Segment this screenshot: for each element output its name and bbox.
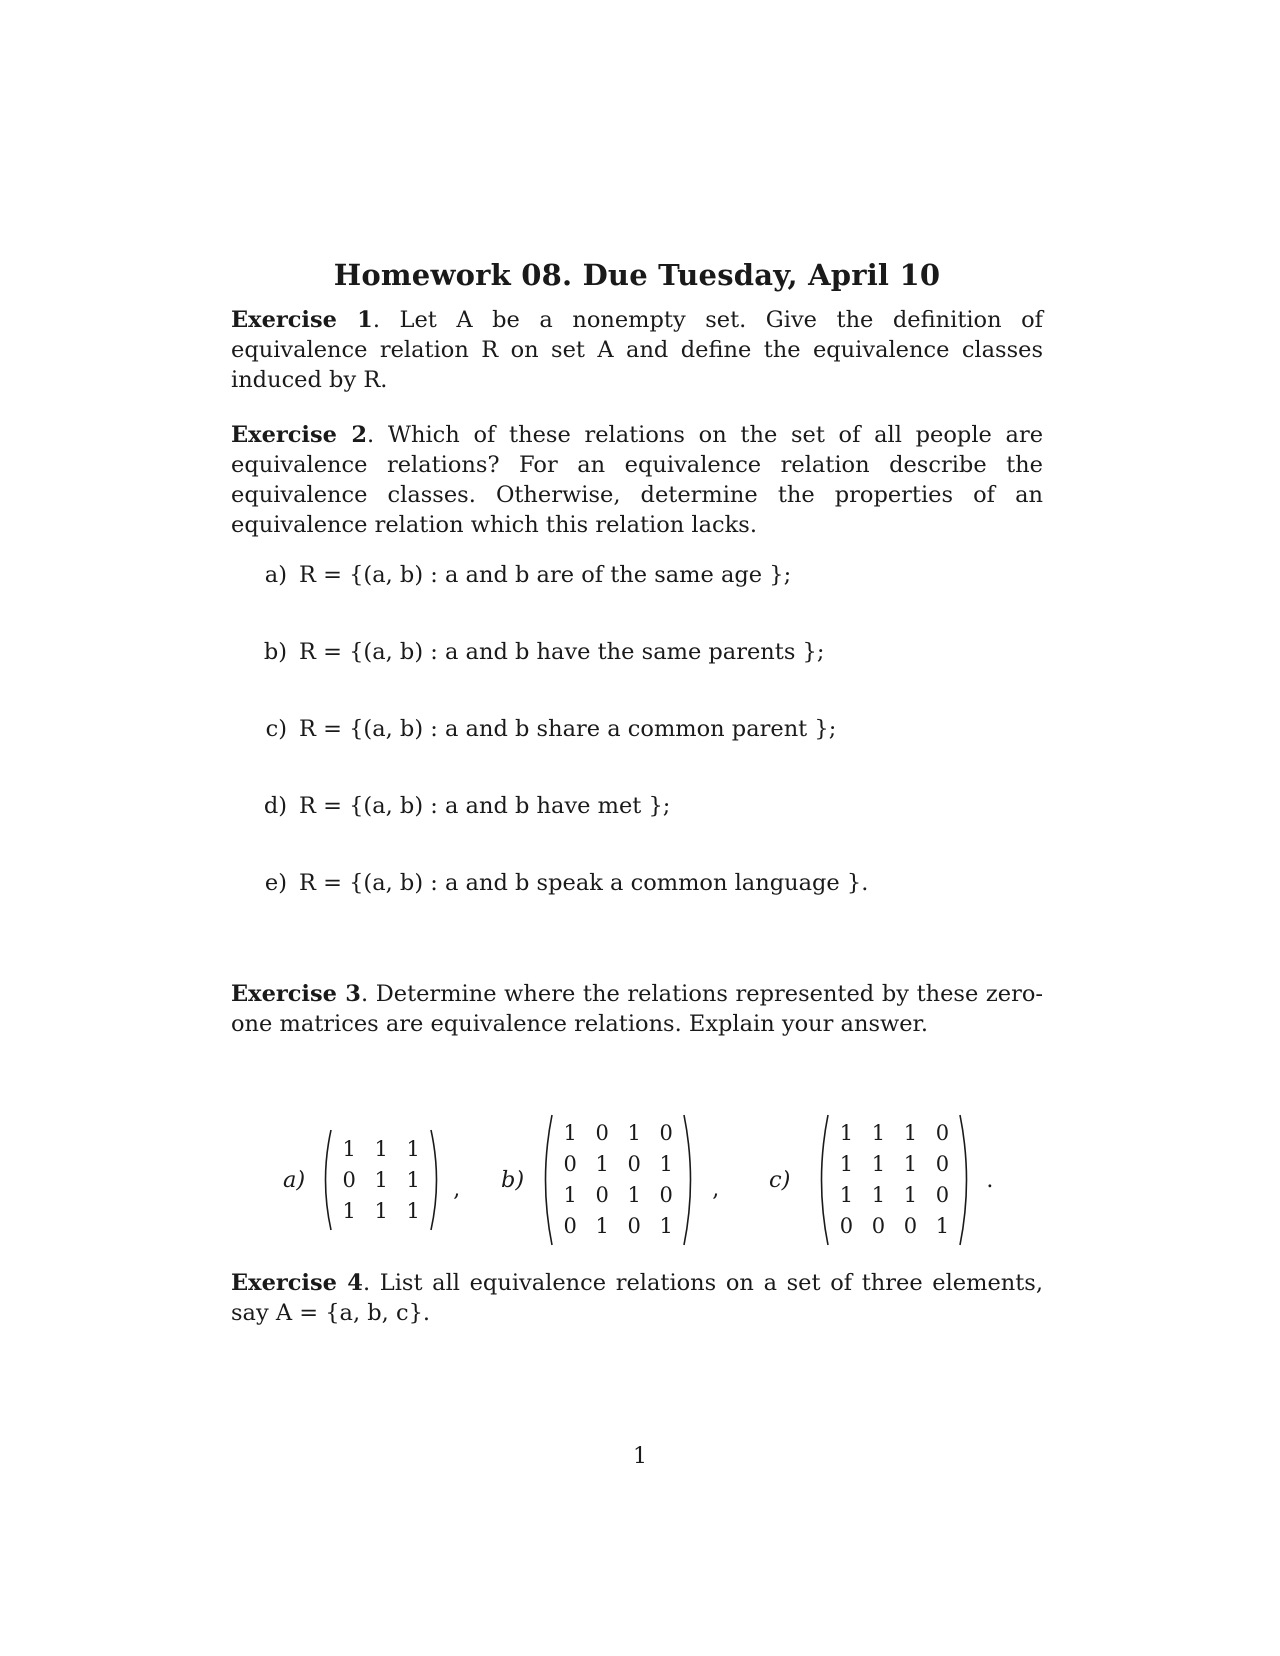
right-paren [682,1113,698,1247]
matrix-cell: 0 [903,1214,918,1238]
exercise-1-label: Exercise 1 [231,307,373,333]
item-text: R = {(a, b) : a and b share a common parent }; [299,716,837,742]
matrix-cell: 0 [935,1121,950,1145]
matrix-cell: 0 [659,1183,673,1207]
exercise-2-item-d [257,791,670,821]
matrix-cell: 1 [627,1183,641,1207]
matrix-cell: 0 [595,1121,609,1145]
exercise-2-item-c [257,714,836,744]
matrix-cell: 1 [374,1167,388,1192]
matrix-cell: 1 [839,1121,854,1145]
matrix-cell: 1 [903,1183,918,1207]
matrix-label: b) [501,1167,525,1193]
matrix-cell: 1 [659,1214,673,1238]
matrix-separator: , [712,1176,720,1202]
right-paren [429,1128,443,1232]
matrix-cell: 1 [935,1214,950,1238]
exercise-3-text: . Determine where the relations represented by these zero-one matrices are equivalence relations. Explain your answer. [231,981,1043,1037]
exercise-4-label: Exercise 4 [231,1270,363,1296]
matrix-cell: 1 [595,1214,609,1238]
matrix-cell: 1 [342,1198,356,1223]
matrix-cell: 0 [563,1152,577,1176]
left-paren [538,1113,554,1247]
exercise-2-text: . Which of these relations on the set of all people are equivalence relations? For an equivalence relation describe the equivalence classes. Otherwise, determine the properties of an equivalence relation which this relation lacks. [231,422,1044,538]
matrix-cell: 1 [903,1152,918,1176]
matrix-cell: 0 [935,1183,950,1207]
exercise-1 [231,305,1043,395]
exercise-2-item-a [257,560,791,590]
exercise-2-item-e [257,868,868,898]
matrix-cell: 0 [839,1214,854,1238]
item-label: e) [264,870,287,896]
matrix-cell: 1 [406,1198,420,1223]
matrix-cell: 0 [627,1214,641,1238]
matrix-grid [333,1134,429,1227]
matrix-cell: 1 [839,1183,854,1207]
matrix-cell: 1 [627,1121,641,1145]
matrix-grid [830,1118,958,1242]
matrix-cell: 0 [627,1152,641,1176]
item-text: R = {(a, b) : a and b have the same parents }; [299,639,825,665]
matrix-cell: 0 [563,1214,577,1238]
exercise-1-text: . Let A be a nonempty set. Give the definition of equivalence relation R on set A and define the equivalence classes induced by R. [231,307,1044,393]
matrix-label: a) [283,1167,306,1193]
page-number: 1 [633,1444,647,1469]
matrix-cell: 0 [659,1121,673,1145]
right-paren [958,1113,974,1247]
matrix-cell: 1 [406,1136,420,1161]
matrix-cell: 0 [342,1167,356,1192]
matrix-cell: 0 [935,1152,950,1176]
item-label: a) [264,562,287,588]
matrix-grid [554,1118,682,1242]
exercise-3-matrices [283,1110,1023,1250]
item-label: c) [265,716,287,742]
matrix-cell: 1 [374,1198,388,1223]
matrix-label: c) [769,1167,791,1193]
item-label: b) [263,639,287,665]
matrix-cell: 1 [871,1121,886,1145]
left-paren [814,1113,830,1247]
matrix-cell: 1 [342,1136,356,1161]
matrix-b [501,1110,719,1250]
exercise-3 [231,979,1043,1039]
item-label: d) [263,793,287,819]
left-paren [319,1128,333,1232]
matrix-separator: . [986,1167,994,1193]
matrix-cell: 1 [871,1152,886,1176]
matrix-cell: 1 [659,1152,673,1176]
exercise-2-label: Exercise 2 [231,422,368,448]
matrix-cell: 1 [871,1183,886,1207]
matrix-cell: 1 [903,1121,918,1145]
exercise-2-item-b [257,637,824,667]
matrix-cell: 0 [595,1183,609,1207]
exercise-2 [231,420,1043,540]
item-text: R = {(a, b) : a and b are of the same age }; [299,562,792,588]
matrix-separator: , [453,1176,461,1202]
matrix-cell: 1 [406,1167,420,1192]
exercise-4 [231,1268,1043,1328]
matrix-cell: 1 [374,1136,388,1161]
matrix-a [283,1110,460,1250]
matrix-cell: 0 [871,1214,886,1238]
matrix-cell: 1 [839,1152,854,1176]
matrix-cell: 1 [595,1152,609,1176]
item-text: R = {(a, b) : a and b have met }; [299,793,671,819]
exercise-4-text: . List all equivalence relations on a set of three elements, say A = {a, b, c}. [231,1270,1043,1326]
item-text: R = {(a, b) : a and b speak a common language }. [299,870,869,896]
matrix-c [769,1110,993,1250]
matrix-cell: 1 [563,1183,577,1207]
matrix-cell: 1 [563,1121,577,1145]
page-title: Homework 08. Due Tuesday, April 10 [333,258,941,292]
exercise-3-label: Exercise 3 [231,981,361,1007]
